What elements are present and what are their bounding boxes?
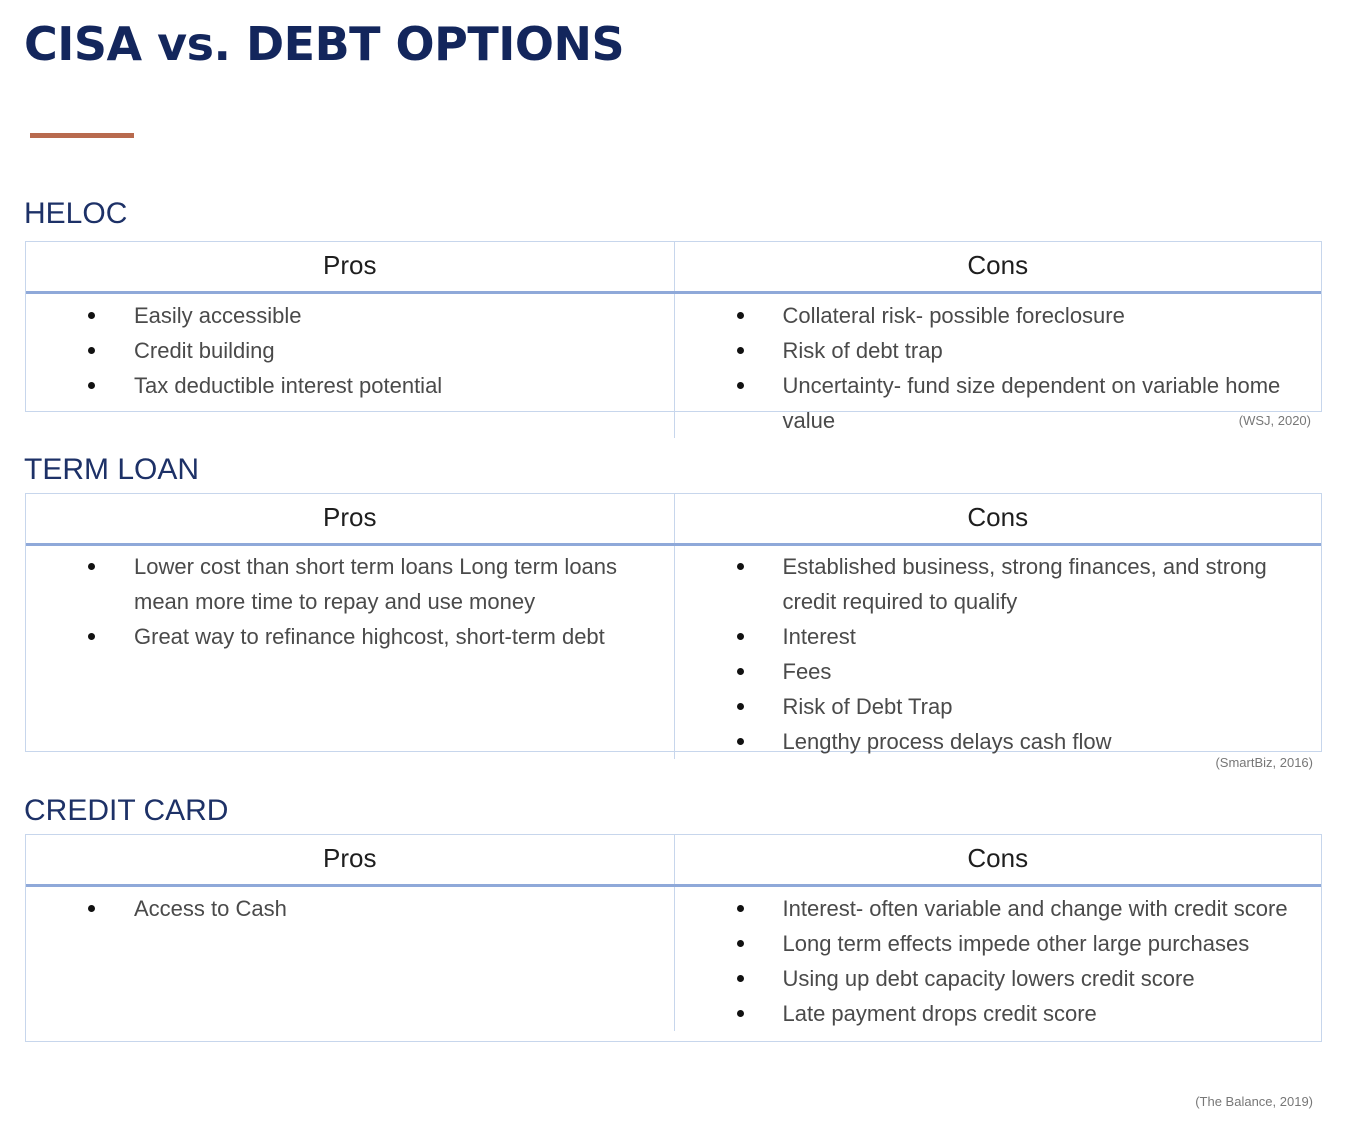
list-item — [26, 549, 674, 619]
heloc-citation: (WSJ, 2020) — [1238, 413, 1311, 428]
list-item-text: Lengthy process delays cash flow — [782, 729, 1112, 754]
bullet-icon — [737, 563, 744, 570]
bullet-icon — [88, 905, 95, 912]
credit-card-citation: (The Balance, 2019) — [1195, 1094, 1313, 1109]
bullet-icon — [737, 703, 744, 710]
pros-column-header: Pros — [323, 843, 377, 873]
list-item — [675, 996, 1322, 1031]
list-item — [26, 891, 674, 926]
list-item-text: Late payment drops credit score — [782, 1001, 1097, 1026]
credit-card-heading: CREDIT CARD — [24, 794, 229, 827]
heloc-table-body — [26, 294, 1321, 438]
list-item — [675, 333, 1322, 368]
list-item — [675, 689, 1322, 724]
list-item — [675, 298, 1322, 333]
list-item — [26, 368, 674, 403]
list-item-text: Fees — [782, 659, 832, 684]
list-item-text: Easily accessible — [134, 303, 302, 328]
list-item — [26, 298, 674, 333]
list-item-text: Great way to refinance highcost, short-term debt — [134, 624, 605, 649]
list-item-text: Credit building — [134, 338, 275, 363]
credit-card-cons-list — [675, 891, 1322, 1031]
list-item — [675, 368, 1322, 438]
list-item-text: Risk of Debt Trap — [782, 694, 953, 719]
list-item-text: Uncertainty- fund size dependent on variable home value — [782, 373, 1281, 433]
bullet-icon — [737, 940, 744, 947]
credit-card-cons-column — [674, 887, 1322, 1031]
list-item — [26, 333, 674, 368]
list-item-text: Established business, strong finances, and strong credit required to qualify — [782, 554, 1267, 614]
heloc-table-header — [26, 242, 1321, 294]
bullet-icon — [88, 312, 95, 319]
credit-card-pros-column — [26, 887, 674, 1031]
list-item-text: Using up debt capacity lowers credit score — [782, 966, 1195, 991]
list-item-text: Interest — [782, 624, 856, 649]
list-item — [675, 549, 1322, 619]
bullet-icon — [737, 347, 744, 354]
page-title: CISA vs. DEBT OPTIONS — [24, 17, 625, 71]
term-loan-table-header — [26, 494, 1321, 546]
heloc-pros-column — [26, 294, 674, 438]
list-item — [675, 654, 1322, 689]
list-item — [675, 891, 1322, 926]
bullet-icon — [88, 563, 95, 570]
list-item-text: Long term effects impede other large purchases — [782, 931, 1250, 956]
list-item-text: Interest- often variable and change with credit score — [782, 896, 1288, 921]
bullet-icon — [737, 382, 744, 389]
heloc-cons-list — [675, 298, 1322, 438]
bullet-icon — [737, 312, 744, 319]
bullet-icon — [88, 382, 95, 389]
bullet-icon — [737, 633, 744, 640]
term-loan-pros-column — [26, 546, 674, 759]
list-item-text: Collateral risk- possible foreclosure — [782, 303, 1125, 328]
pros-column-header: Pros — [323, 502, 377, 532]
term-loan-heading: TERM LOAN — [24, 453, 200, 486]
cons-column-header: Cons — [674, 835, 1322, 884]
heloc-heading: HELOC — [24, 197, 128, 230]
bullet-icon — [737, 1010, 744, 1017]
list-item — [675, 961, 1322, 996]
term-loan-cons-column — [674, 546, 1322, 759]
term-loan-table — [25, 493, 1322, 752]
list-item — [675, 926, 1322, 961]
credit-card-pros-list — [26, 891, 674, 926]
list-item — [26, 619, 674, 654]
list-item — [675, 619, 1322, 654]
bullet-icon — [737, 668, 744, 675]
credit-card-table-header — [26, 835, 1321, 887]
credit-card-table-body — [26, 887, 1321, 1031]
term-loan-table-body — [26, 546, 1321, 759]
bullet-icon — [88, 347, 95, 354]
cons-column-header: Cons — [674, 242, 1322, 291]
list-item-text: Lower cost than short term loans Long term loans mean more time to repay and use money — [134, 554, 618, 614]
bullet-icon — [737, 905, 744, 912]
cons-column-header: Cons — [674, 494, 1322, 543]
term-loan-cons-list — [675, 549, 1322, 759]
term-loan-citation: (SmartBiz, 2016) — [1215, 755, 1313, 770]
bullet-icon — [88, 633, 95, 640]
list-item-text: Tax deductible interest potential — [134, 373, 443, 398]
list-item-text: Risk of debt trap — [782, 338, 943, 363]
bullet-icon — [737, 738, 744, 745]
term-loan-pros-list — [26, 549, 674, 654]
list-item — [675, 724, 1322, 759]
title-accent-divider — [30, 133, 134, 138]
heloc-cons-column — [674, 294, 1322, 438]
pros-column-header: Pros — [323, 250, 377, 280]
bullet-icon — [737, 975, 744, 982]
credit-card-table — [25, 834, 1322, 1042]
heloc-pros-list — [26, 298, 674, 403]
list-item-text: Access to Cash — [134, 896, 287, 921]
